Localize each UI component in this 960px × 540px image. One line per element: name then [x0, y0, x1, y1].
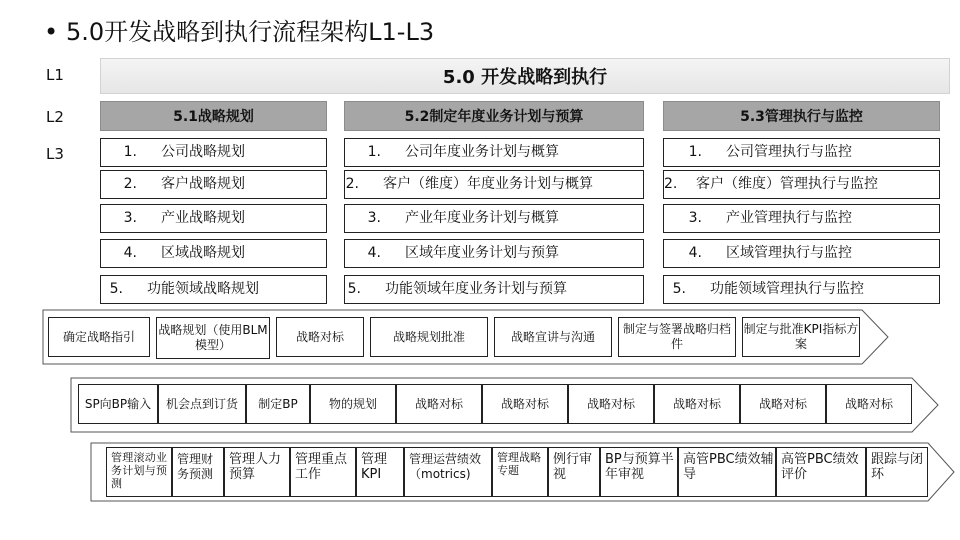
l3-item: [100, 239, 327, 268]
flow-step: 战略对标: [568, 384, 654, 424]
l3-item: [344, 275, 644, 304]
flow-step: 战略对标: [276, 317, 364, 357]
flow-step: 制定与签署战略归档件: [618, 317, 736, 357]
l3-item-number: 3.: [688, 210, 702, 226]
flow-step: 物的规划: [310, 384, 396, 424]
l3-item-number: 1.: [367, 144, 381, 160]
level-label-l2: L2: [46, 108, 64, 126]
level-label-l1: L1: [46, 66, 64, 84]
l3-item-text: 功能领域管理执行与监控: [710, 281, 864, 297]
flow-step: 管理重点工作: [290, 447, 356, 497]
l3-item-text: 公司年度业务计划与概算: [405, 144, 559, 160]
l3-item-number: 1.: [688, 144, 702, 160]
flow-step: 战略规划（使用BLM模型）: [156, 317, 270, 359]
l3-item-number: 4.: [367, 245, 381, 261]
l3-item-text: 客户战略规划: [161, 176, 245, 192]
l3-item: [663, 239, 940, 268]
flow-step: 管理财务预测: [172, 447, 224, 497]
l3-item-number: 5.: [672, 281, 686, 297]
flow-step: 战略对标: [396, 384, 482, 424]
l3-item-number: 3.: [123, 210, 137, 226]
l3-item: [344, 204, 644, 233]
flow-step: 机会点到订货: [158, 384, 246, 424]
flow-step: 高管PBC绩效评价: [776, 447, 866, 497]
l3-item-text: 功能领域年度业务计划与预算: [385, 281, 567, 297]
flow-step: 管理战略专题: [492, 447, 548, 497]
l3-item-text: 功能领域战略规划: [147, 281, 259, 297]
l3-item: [100, 170, 327, 199]
l3-item-text: 产业战略规划: [161, 210, 245, 226]
l3-item-number: 5.: [109, 281, 123, 297]
l3-item: [344, 138, 644, 167]
l3-item-number: 3.: [367, 210, 381, 226]
l3-item-text: 产业管理执行与监控: [726, 210, 852, 226]
flow-step: 跟踪与闭环: [866, 447, 928, 497]
l3-item-text: 区域管理执行与监控: [726, 245, 852, 261]
l3-item-number: 4.: [123, 245, 137, 261]
flow-step: 战略对标: [654, 384, 740, 424]
l3-item-text: 客户（维度）管理执行与监控: [696, 176, 878, 192]
flow-step: 制定BP: [246, 384, 310, 424]
flow-step: SP向BP输入: [78, 384, 158, 424]
flow-step: BP与预算半年审视: [600, 447, 678, 497]
flow-step: 战略宣讲与沟通: [494, 317, 612, 357]
l3-item-number: 2.: [345, 176, 359, 192]
l3-item-text: 产业年度业务计划与概算: [405, 210, 559, 226]
flow-step: 高管PBC绩效辅导: [678, 447, 776, 497]
l2-header-annual-plan-budget: 5.2制定年度业务计划与预算: [344, 101, 644, 131]
l3-item-number: 2.: [123, 176, 137, 192]
l2-header-strategy-planning: 5.1战略规划: [100, 101, 327, 131]
l3-item-text: 公司战略规划: [161, 144, 245, 160]
flow-step: 管理滚动业务计划与预测: [106, 447, 172, 497]
flow-step: 战略对标: [740, 384, 826, 424]
l3-item-number: 2.: [664, 176, 678, 192]
l3-item-text: 公司管理执行与监控: [726, 144, 852, 160]
flow-step: 管理运营绩效（motrics): [404, 447, 492, 497]
flow-step: 战略对标: [482, 384, 568, 424]
flow-step: 管理人力预算: [224, 447, 290, 497]
flow-step: 制定与批准KPI指标方案: [742, 317, 860, 357]
l3-item: [100, 275, 327, 304]
level-label-l3: L3: [46, 145, 64, 163]
l3-item-number: 4.: [688, 245, 702, 261]
l1-process-bar: 5.0 开发战略到执行: [100, 58, 950, 94]
flow-step: 管理KPI: [356, 447, 404, 497]
l3-item-text: 客户（维度）年度业务计划与概算: [383, 176, 593, 192]
l3-item: [100, 138, 327, 167]
l3-item-number: 5.: [347, 281, 361, 297]
title-bullet: •: [44, 18, 59, 46]
flow-step: 战略对标: [826, 384, 912, 424]
l3-item: [100, 204, 327, 233]
l3-item-text: 区域战略规划: [161, 245, 245, 261]
l3-item: [344, 170, 644, 199]
l3-item: [663, 138, 940, 167]
l3-item: [663, 204, 940, 233]
l3-item: [344, 239, 644, 268]
page-title: [44, 12, 434, 47]
title-text: 5.0开发战略到执行流程架构L1-L3: [66, 18, 435, 46]
l3-item: [663, 170, 940, 199]
l3-item-number: 1.: [123, 144, 137, 160]
l2-header-execution-monitoring: 5.3管理执行与监控: [663, 101, 940, 131]
flow-step: 确定战略指引: [48, 317, 150, 357]
l3-item: [663, 275, 940, 304]
flow-step: 例行审视: [548, 447, 600, 497]
flow-step: 战略规划批准: [370, 317, 488, 357]
l3-item-text: 区域年度业务计划与预算: [405, 245, 559, 261]
